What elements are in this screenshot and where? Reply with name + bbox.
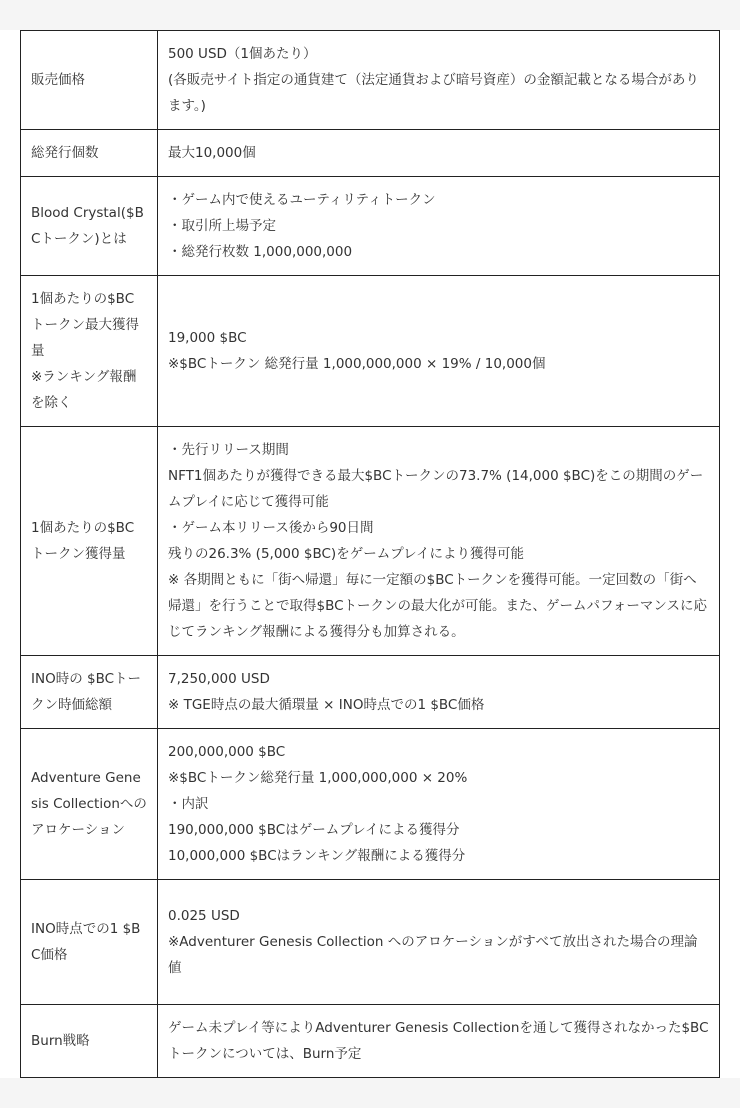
row-label-cell bbox=[21, 177, 158, 276]
row-value-line: ※ 各期間ともに「街へ帰還」毎に一定額の$BCトークンを獲得可能。一定回数の「街へ帰還」を行うことで取得$BCトークンの最大化が可能。また、ゲームパフォーマンスに応じてランキング報酬による獲得分も加算される。 bbox=[168, 572, 707, 640]
row-value-cell bbox=[158, 729, 720, 880]
row-label-cell bbox=[21, 656, 158, 729]
table-row-total-issue bbox=[21, 130, 720, 177]
row-label: 総発行個数 bbox=[31, 145, 99, 161]
bottom-band bbox=[0, 1078, 740, 1108]
row-value-cell bbox=[158, 656, 720, 729]
row-value-cell bbox=[158, 276, 720, 427]
row-label: 1個あたりの$BCトークン獲得量 bbox=[31, 520, 135, 562]
row-value-cell bbox=[158, 880, 720, 1005]
row-value-line: ・ゲーム本リリース後から90日間 bbox=[168, 520, 374, 536]
table-row-ino-market-cap bbox=[21, 656, 720, 729]
row-label-cell bbox=[21, 130, 158, 177]
row-value-line: ※ TGE時点の最大循環量 × INO時点での1 $BC価格 bbox=[168, 697, 485, 713]
table-row-bc-per-unit bbox=[21, 427, 720, 656]
row-value-line: ・総発行枚数 1,000,000,000 bbox=[168, 244, 353, 260]
document-page bbox=[0, 30, 740, 1078]
row-label: Adventure Genesis Collectionへのアロケーション bbox=[31, 770, 147, 838]
row-label-cell bbox=[21, 427, 158, 656]
row-label: Blood Crystal($BCトークン)とは bbox=[31, 205, 144, 247]
row-value-line: ※$BCトークン 総発行量 1,000,000,000 × 19% / 10,000個 bbox=[168, 356, 546, 372]
row-label: INO時点での1 $BC価格 bbox=[31, 921, 141, 963]
row-value-line: 500 USD（1個あたり） bbox=[168, 46, 317, 62]
row-value-cell bbox=[158, 427, 720, 656]
row-value-cell bbox=[158, 177, 720, 276]
row-value-line: ※Adventurer Genesis Collection へのアロケーションがすべて放出された場合の理論値 bbox=[168, 934, 698, 976]
table-row-burn-strategy bbox=[21, 1005, 720, 1078]
row-label: 販売価格 bbox=[31, 72, 85, 88]
row-label: Burn戦略 bbox=[31, 1033, 90, 1049]
row-value-cell bbox=[158, 31, 720, 130]
table-row-allocation bbox=[21, 729, 720, 880]
spec-table-body bbox=[21, 31, 720, 1078]
row-value-line: (各販売サイト指定の通貨建て（法定通貨および暗号資産）の金額記載となる場合があります。) bbox=[168, 72, 699, 114]
row-value-line: 7,250,000 USD bbox=[168, 671, 270, 687]
row-value-line: ・ゲーム内で使えるユーティリティトークン bbox=[168, 192, 436, 208]
row-value-line: NFT1個あたりが獲得できる最大$BCトークンの73.7% (14,000 $BC)をこの期間のゲームプレイに応じて獲得可能 bbox=[168, 468, 704, 510]
row-label-cell bbox=[21, 276, 158, 427]
row-value-line: ※$BCトークン総発行量 1,000,000,000 × 20% bbox=[168, 770, 468, 786]
row-value-line: ・先行リリース期間 bbox=[168, 442, 289, 458]
row-label: 1個あたりの$BCトークン最大獲得量 bbox=[31, 291, 139, 359]
spec-table bbox=[20, 30, 720, 1078]
row-value-cell bbox=[158, 1005, 720, 1078]
row-value-line: 19,000 $BC bbox=[168, 330, 247, 346]
table-row-blood-crystal bbox=[21, 177, 720, 276]
row-value-line: 200,000,000 $BC bbox=[168, 744, 286, 760]
row-value-line: 最大10,000個 bbox=[168, 145, 256, 161]
row-label: ※ランキング報酬を除く bbox=[31, 369, 137, 411]
row-value-line: 10,000,000 $BCはランキング報酬による獲得分 bbox=[168, 848, 466, 864]
table-row-max-bc-per-unit bbox=[21, 276, 720, 427]
row-value-line: ・取引所上場予定 bbox=[168, 218, 276, 234]
row-label-cell bbox=[21, 31, 158, 130]
table-row-bc-price bbox=[21, 880, 720, 1005]
row-value-line: 残りの26.3% (5,000 $BC)をゲームプレイにより獲得可能 bbox=[168, 546, 524, 562]
row-value-cell bbox=[158, 130, 720, 177]
row-value-line: ゲーム未プレイ等によりAdventurer Genesis Collectionを通して獲得されなかった$BCトークンについては、Burn予定 bbox=[168, 1020, 709, 1062]
row-label: INO時の $BCトークン時価総額 bbox=[31, 671, 142, 713]
row-label-cell bbox=[21, 1005, 158, 1078]
row-label-cell bbox=[21, 729, 158, 880]
row-value-line: 0.025 USD bbox=[168, 908, 240, 924]
row-value-line: 190,000,000 $BCはゲームプレイによる獲得分 bbox=[168, 822, 460, 838]
row-label-cell bbox=[21, 880, 158, 1005]
row-value-line: ・内訳 bbox=[168, 796, 209, 812]
table-row-sale-price bbox=[21, 31, 720, 130]
